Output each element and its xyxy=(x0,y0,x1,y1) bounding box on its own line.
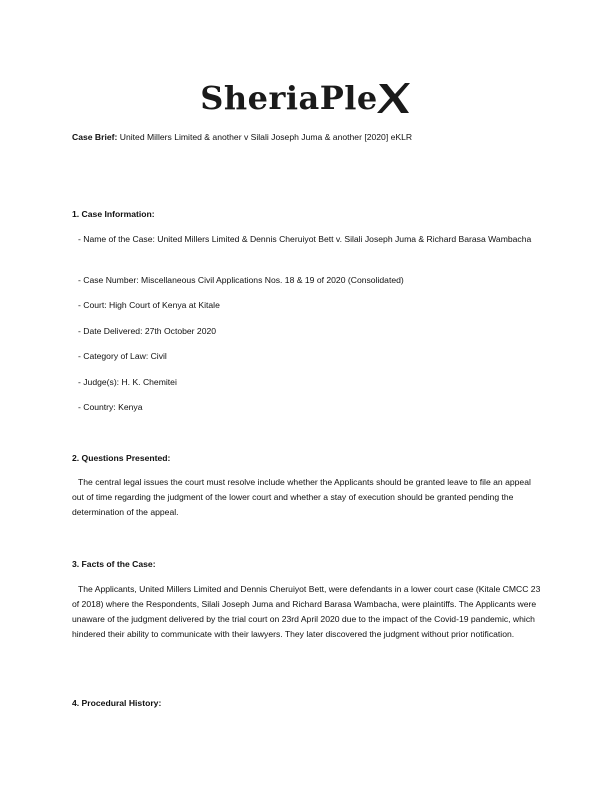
case-info-item-name: - Name of the Case: United Millers Limited & Dennis Cheruiyot Bett v. Silali Joseph Juma & Richard Barasa Wambacha xyxy=(78,234,532,244)
case-info-item-judges: - Judge(s): H. K. Chemitei xyxy=(78,377,177,387)
sheriaplex-logo xyxy=(0,78,612,118)
questions-body: The central legal issues the court must resolve include whether the Applicants should be granted leave to file an appeal out of time regarding the judgment of the lower court and whether a stay of execution should be granted pending the determination of the appeal. xyxy=(72,477,531,517)
section-heading-facts: 3. Facts of the Case: xyxy=(72,559,156,569)
section-heading-questions: 2. Questions Presented: xyxy=(72,453,171,463)
logo-text: SheriaPle xyxy=(200,79,378,117)
case-brief-label: Case Brief: xyxy=(72,132,118,142)
section-heading-procedural-history: 4. Procedural History: xyxy=(72,698,162,708)
case-brief-title: United Millers Limited & another v Silali Joseph Juma & another [2020] eKLR xyxy=(119,132,413,142)
case-brief-line xyxy=(72,131,412,143)
case-info-item-category: - Category of Law: Civil xyxy=(78,351,167,361)
x-mark-icon xyxy=(376,80,412,116)
case-info-item-court: - Court: High Court of Kenya at Kitale xyxy=(78,300,220,310)
case-info-item-country: - Country: Kenya xyxy=(78,402,143,412)
facts-body: The Applicants, United Millers Limited and Dennis Cheruiyot Bett, were defendants in a lower court case (Kitale CMCC 23 of 2018) where the Respondents, Silali Joseph Juma and Richard Barasa Wambacha, were plaintiffs. The Applicants were unaware of the judgment delivered by the trial court on 23rd April 2020 due to the impact of the Covid-19 pandemic, which hindered their ability to communicate with their lawyers. They later discovered the judgment without prior notification. xyxy=(72,584,541,639)
case-info-item-date: - Date Delivered: 27th October 2020 xyxy=(78,326,217,336)
case-info-item-number: - Case Number: Miscellaneous Civil Applications Nos. 18 & 19 of 2020 (Consolidated) xyxy=(78,275,404,285)
section-heading-case-information: 1. Case Information: xyxy=(72,209,155,219)
